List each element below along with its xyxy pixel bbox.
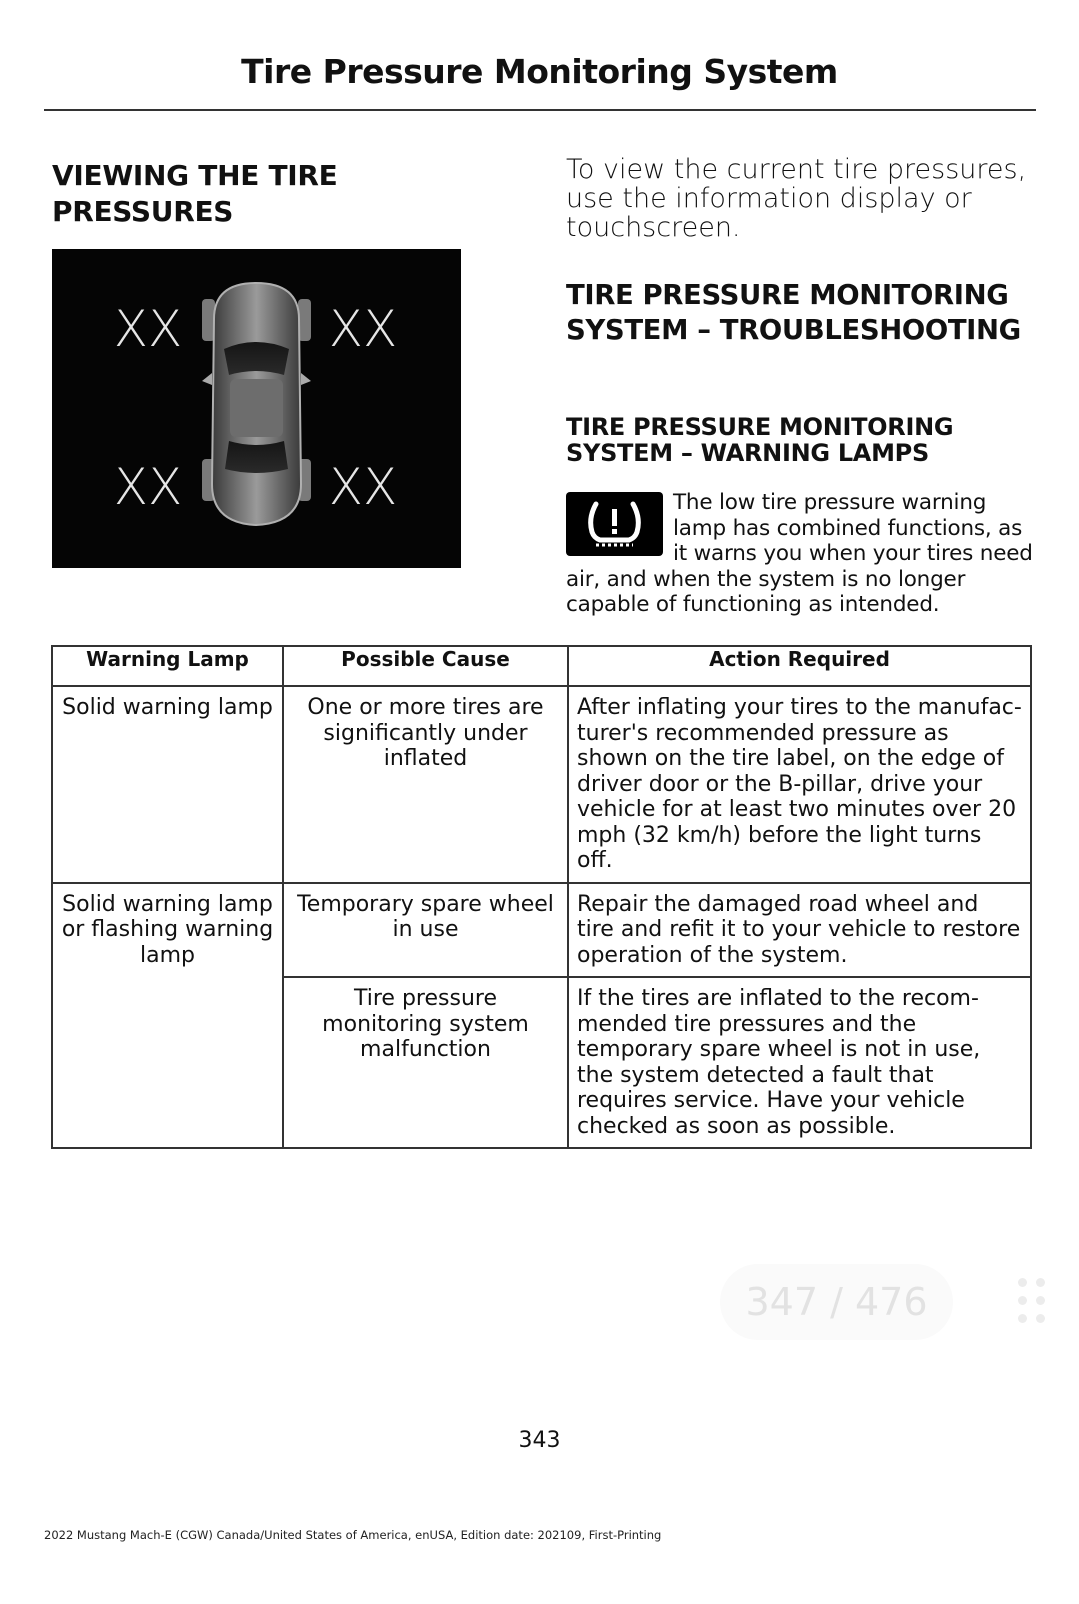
warning-lamp-text: The low tire pressure warning lamp has combined functions, as it warns you when your tires need air, and when the system is no longer capable of functioning as intended. bbox=[566, 490, 1033, 617]
warning-lamp-cell: Solid warning lamp bbox=[52, 686, 283, 883]
section-heading-viewing: VIEWING THE TIRE PRESSURES bbox=[52, 159, 338, 228]
tire-pressure-display-figure bbox=[52, 249, 461, 568]
column-header: Action Required bbox=[568, 646, 1031, 686]
column-header: Possible Cause bbox=[283, 646, 568, 686]
table-row bbox=[52, 883, 1031, 978]
table-header-row bbox=[52, 646, 1031, 686]
action-required-cell: If the tires are inflated to the recom-mended tire pressures and the temporary spare wheel is not in use, the system detected a fault that requires service. Have your vehicle checked as soon as possible. bbox=[568, 977, 1031, 1148]
front-left-pressure: XX bbox=[113, 300, 183, 358]
column-header: Warning Lamp bbox=[52, 646, 283, 686]
possible-cause-cell: One or more tires are significantly under inflated bbox=[283, 686, 568, 883]
rear-right-pressure: XX bbox=[328, 458, 398, 516]
section-heading-troubleshooting: TIRE PRESSURE MONITORING SYSTEM – TROUBLESHOOTING bbox=[566, 279, 1021, 346]
low-tire-pressure-warning-icon bbox=[566, 492, 663, 556]
action-required-cell: Repair the damaged road wheel and tire and refit it to your vehicle to restore operation of the system. bbox=[568, 883, 1031, 978]
action-required-cell: After inflating your tires to the manufac-turer's recommended pressure as shown on the tire label, on the edge of driver door or the B-pillar, drive your vehicle for at least two minutes over 20 mph (32 km/h) before the light turns off. bbox=[568, 686, 1031, 883]
footer-edition-info: 2022 Mustang Mach-E (CGW) Canada/United States of America, enUSA, Edition date: 202109, First-Printing bbox=[44, 1528, 662, 1542]
rear-left-pressure: XX bbox=[113, 458, 183, 516]
possible-cause-cell: Temporary spare wheel in use bbox=[283, 883, 568, 978]
warning-lamp-cell: Solid warning lamp or flashing warning lamp bbox=[52, 883, 283, 1149]
front-right-pressure: XX bbox=[328, 300, 398, 358]
troubleshooting-table bbox=[51, 645, 1032, 1149]
page-number: 343 bbox=[518, 1428, 561, 1453]
warning-lamp-description bbox=[566, 490, 1036, 618]
possible-cause-cell: Tire pressure monitoring system malfunction bbox=[283, 977, 568, 1148]
section-heading-warning-lamps: TIRE PRESSURE MONITORING SYSTEM – WARNING LAMPS bbox=[566, 413, 954, 467]
title-divider bbox=[44, 109, 1036, 111]
drag-handle-icon[interactable] bbox=[1016, 1278, 1050, 1326]
car-top-view-icon bbox=[202, 283, 311, 525]
viewer-page-counter[interactable]: 347 / 476 bbox=[720, 1264, 953, 1340]
intro-paragraph: To view the current tire pressures, use the information display or touchscreen. bbox=[566, 154, 1027, 243]
page-title: Tire Pressure Monitoring System bbox=[241, 52, 838, 91]
table-row bbox=[52, 686, 1031, 883]
